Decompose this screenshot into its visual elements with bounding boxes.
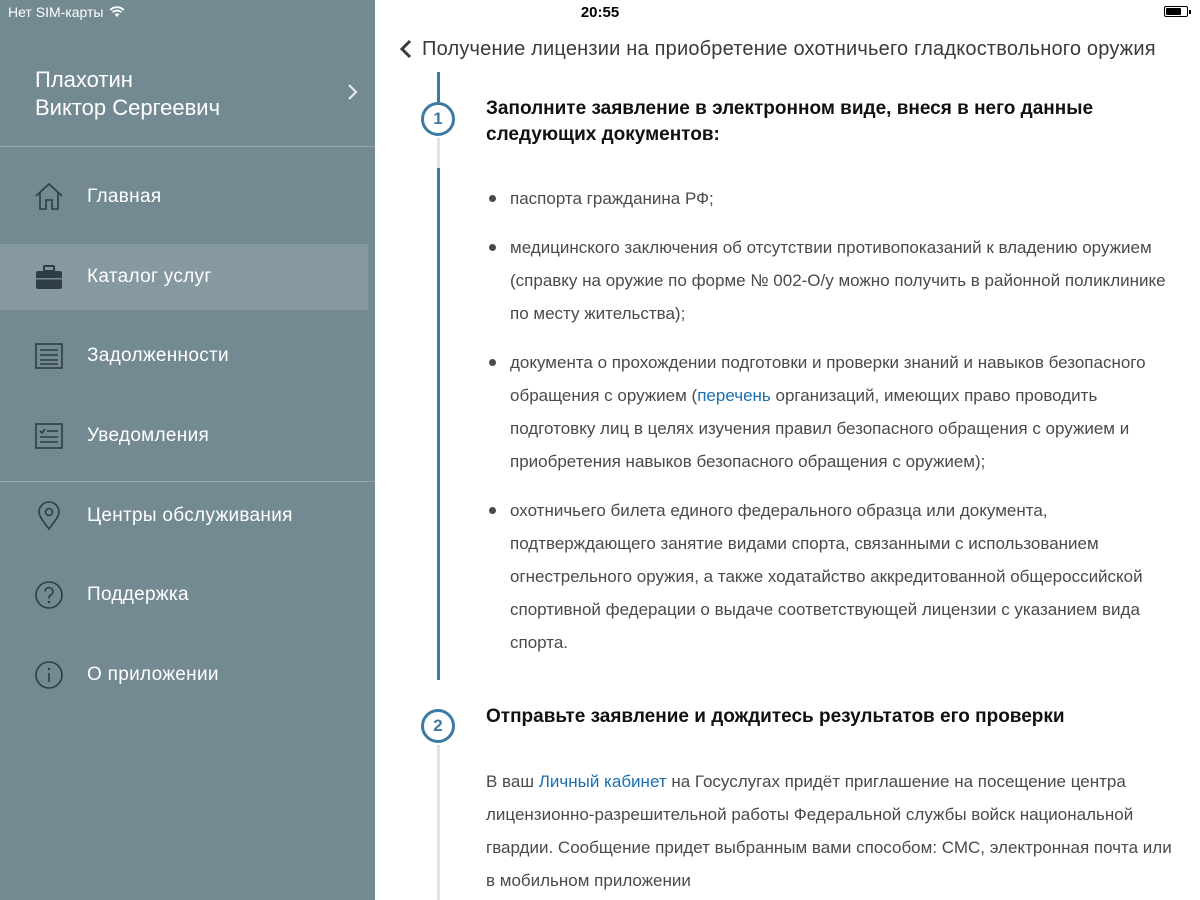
timeline-connector xyxy=(437,72,440,102)
back-chevron-icon[interactable] xyxy=(398,38,414,60)
list-item: паспорта гражданина РФ; xyxy=(486,182,1176,215)
sidebar-item-label: Центры обслуживания xyxy=(87,505,293,526)
step-1-title: Заполните заявление в электронном виде, внеся в него данные следующих документов: xyxy=(486,98,1094,145)
briefcase-icon xyxy=(33,261,65,293)
sidebar-item-debts[interactable] xyxy=(0,323,368,389)
personal-account-link[interactable]: Личный кабинет xyxy=(538,772,667,791)
timeline-connector xyxy=(437,168,440,680)
sidebar-item-support[interactable] xyxy=(0,562,368,628)
sidebar-divider xyxy=(0,146,375,147)
step-number-badge: 2 xyxy=(421,709,455,743)
sidebar-item-label: Задолженности xyxy=(87,345,229,366)
user-last-name: Плахотин xyxy=(35,67,133,92)
carrier-label: Нет SIM-карты xyxy=(8,4,104,20)
info-circle-icon xyxy=(33,659,65,691)
page-title: Получение лицензии на приобретение охотничьего гладкоствольного оружия xyxy=(422,38,1156,60)
battery-icon xyxy=(1164,6,1188,17)
location-pin-icon xyxy=(33,500,65,532)
notification-document-icon xyxy=(33,420,65,452)
step-text: на Госуслугах придёт приглашение на посещение центра лицензионно-разрешительной работы Федеральной службы войск национальной гвардии. Сообщение придет выбранным вами способом: СМС, электронная почта или в мобильном приложении xyxy=(486,772,1172,890)
step-text: В ваш xyxy=(486,772,539,791)
step-number-badge: 1 xyxy=(421,102,455,136)
sidebar-divider xyxy=(0,481,375,482)
sidebar-item-label: Уведомления xyxy=(87,425,210,446)
list-item: медицинского заключения об отсутствии противопоказаний к владению оружием (справку на оружие по форме № 002-О/у можно получить в районной поликлинике по месту жительства); xyxy=(486,231,1176,330)
profile-header[interactable] xyxy=(0,48,375,146)
required-documents-list xyxy=(486,182,1176,675)
sidebar-item-notifications[interactable] xyxy=(0,403,368,469)
organizations-list-link[interactable]: перечень xyxy=(697,386,771,405)
sidebar-item-catalog[interactable] xyxy=(0,244,368,310)
sidebar-item-label: Поддержка xyxy=(87,584,189,605)
page-header xyxy=(375,28,1200,72)
question-circle-icon xyxy=(33,579,65,611)
list-item-text: документа о прохождении подготовки и проверки знаний и навыков безопасного обращения с оружием ( xyxy=(510,353,1146,405)
sidebar-item-about[interactable] xyxy=(0,642,368,708)
sidebar-item-service-centers[interactable] xyxy=(0,483,368,549)
step-2-title: Отправьте заявление и дождитесь результатов его проверки xyxy=(486,706,1065,727)
sidebar-item-label: Каталог услуг xyxy=(87,266,212,287)
sidebar-item-label: О приложении xyxy=(87,664,219,685)
step-2-description xyxy=(486,765,1176,897)
user-first-name: Виктор Сергеевич xyxy=(35,95,221,120)
list-item: охотничьего билета единого федерального образца или документа, подтверждающего занятие видами спорта, связанными с использованием огнестрельного оружия, а также ходатайство аккредитованной общероссийской спортивной федерации о выдаче соответствующей лицензии с указанием вида спорта. xyxy=(486,494,1176,659)
timeline-connector xyxy=(437,745,440,900)
list-document-icon xyxy=(33,340,65,372)
list-item-text: организаций, имеющих право проводить подготовку лиц в целях изучения правил безопасного обращения с оружием и приобретения навыков безопасного обращения с оружием); xyxy=(510,386,1130,471)
status-bar xyxy=(0,0,1200,24)
status-time: 20:55 xyxy=(580,4,620,21)
timeline-connector xyxy=(437,138,440,168)
battery-level xyxy=(1166,8,1181,15)
user-name xyxy=(35,66,220,122)
sidebar xyxy=(0,0,375,900)
main-content xyxy=(375,0,1200,900)
list-item xyxy=(486,346,1176,478)
sidebar-item-home[interactable] xyxy=(0,164,368,230)
sidebar-item-label: Главная xyxy=(87,186,162,207)
home-icon xyxy=(33,181,65,213)
chevron-right-icon xyxy=(345,82,361,102)
